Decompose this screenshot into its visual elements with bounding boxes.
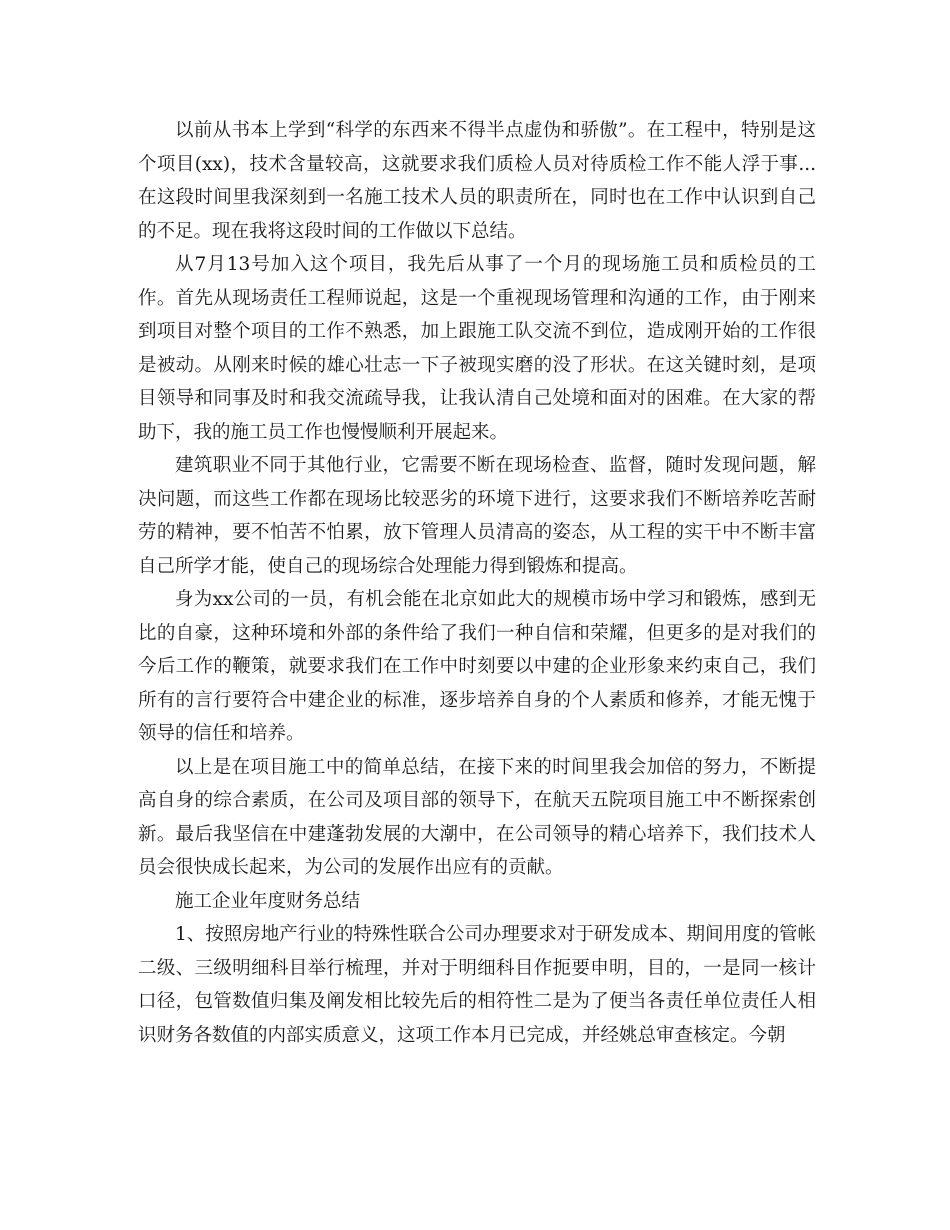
paragraph-4: 身为xx公司的一员，有机会能在北京如此大的规模市场中学习和锻炼，感到无比的自豪，这种环境和外部的条件给了我们一种自信和荣耀，但更多的是对我们的今后工作的鞭策，就要求我们在工作中时刻要以中建的企业形象来约束自己，我们所有的言行要符合中建企业的标准，逐步培养自身的个人素质和修养，才能无愧于领导的信任和培养。	[138, 589, 816, 744]
section-title: 施工企业年度财务总结	[175, 890, 361, 912]
section-paragraph-1: 1、按照房地产行业的特殊性联合公司办理要求对于研发成本、期间用度的管帐二级、三级明细科目举行梳理，并对于明细科目作扼要申明，目的，一是同一核计口径，包管数值归集及阐发相比较先后的相符性二是为了便当各责任单位责任人相识财务各数值的内部实质意义，这项工作本月已完成，并经姚总审查核定。今朝	[138, 924, 816, 1046]
paragraph-5: 以上是在项目施工中的简单总结，在接下来的时间里我会加倍的努力，不断提高自身的综合素质，在公司及项目部的领导下，在航天五院项目施工中不断探索创新。最后我坚信在中建蓬勃发展的大潮中，在公司领导的精心培养下，我们技术人员会很快成长起来，为公司的发展作出应有的贡献。	[138, 756, 816, 878]
paragraph-1: 以前从书本上学到“科学的东西来不得半点虚伪和骄傲”。在工程中，特别是这个项目(xx)，技术含量较高，这就要求我们质检人员对待质检工作不能人浮于事...在这段时间里我深刻到一名施工技术人员的职责所在，同时也在工作中认识到自己的不足。现在我将这段时间的工作做以下总结。	[138, 120, 816, 242]
document-body	[138, 114, 816, 1052]
paragraph-3: 建筑职业不同于其他行业，它需要不断在现场检查、监督，随时发现问题，解决问题，而这些工作都在现场比较恶劣的环境下进行，这要求我们不断培养吃苦耐劳的精神，要不怕苦不怕累，放下管理人员清高的姿态，从工程的实干中不断丰富自己所学才能，使自己的现场综合处理能力得到锻炼和提高。	[138, 455, 816, 577]
paragraph-2: 从7月13号加入这个项目，我先后从事了一个月的现场施工员和质检员的工作。首先从现场责任工程师说起，这是一个重视现场管理和沟通的工作，由于刚来到项目对整个项目的工作不熟悉，加上跟施工队交流不到位，造成刚开始的工作很是被动。从刚来时候的雄心壮志一下子被现实磨的没了形状。在这关键时刻，是项目领导和同事及时和我交流疏导我，让我认清自己处境和面对的困难。在大家的帮助下，我的施工员工作也慢慢顺利开展起来。	[138, 254, 816, 443]
